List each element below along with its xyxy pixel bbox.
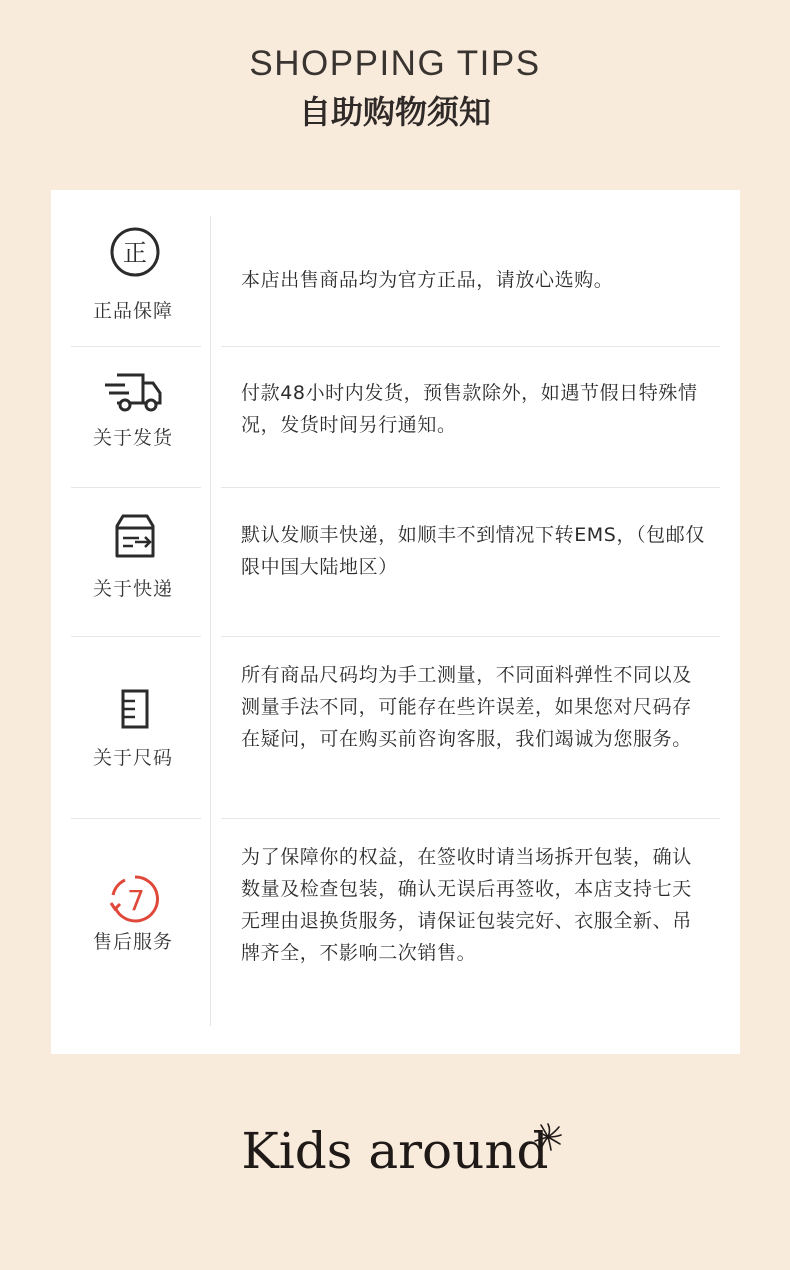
authentic-icon: [109, 226, 161, 278]
tip-text: 为了保障你的权益，在签收时请当场拆开包装，确认数量及检查包装，确认无误后再签收，本店支持七天无理由退换货服务，请保证包装完好、衣服全新、吊牌齐全，不影响二次销售。: [241, 846, 692, 964]
tip-text: 所有商品尺码均为手工测量，不同面料弹性不同以及测量手法不同，可能存在些许误差，如果您对尺码存在疑问，可在购买前咨询客服，我们竭诚为您服务。: [241, 664, 692, 750]
tip-label: 关于发货: [92, 427, 173, 449]
tip-text: 默认发顺丰快递，如顺丰不到情况下转EMS，（包邮仅限中国大陆地区）: [241, 524, 705, 578]
tip-row-courier: [51, 488, 740, 636]
tip-text: 本店出售商品均为官方正品，请放心选购。: [241, 269, 614, 291]
delivery-truck-icon: [103, 367, 163, 419]
tip-label: 关于快递: [92, 578, 173, 600]
title-english: SHOPPING TIPS: [249, 44, 541, 83]
tip-row-delivery: [51, 347, 740, 487]
title-chinese: 自助购物须知: [298, 93, 491, 131]
tip-text: 付款48小时内发货，预售款除外，如遇节假日特殊情况，发货时间另行通知。: [241, 382, 698, 436]
size-document-icon: [109, 687, 161, 739]
tip-row-size: [51, 637, 740, 818]
tip-row-after-sales: [51, 819, 740, 1029]
brand-footer: [0, 1122, 790, 1180]
tips-card: [51, 190, 740, 1054]
tip-row-authentic: [51, 216, 740, 347]
svg-text:7: 7: [127, 884, 145, 917]
courier-box-icon: [109, 512, 161, 564]
seven-day-return-icon: [109, 873, 161, 925]
brand-name: Kids around: [241, 1122, 549, 1180]
page-header: [0, 42, 790, 134]
sunburst-icon: [533, 1122, 563, 1152]
svg-text:正: 正: [123, 239, 147, 267]
tip-label: 售后服务: [92, 931, 173, 953]
tip-label: 正品保障: [92, 300, 173, 322]
tip-label: 关于尺码: [92, 747, 173, 769]
